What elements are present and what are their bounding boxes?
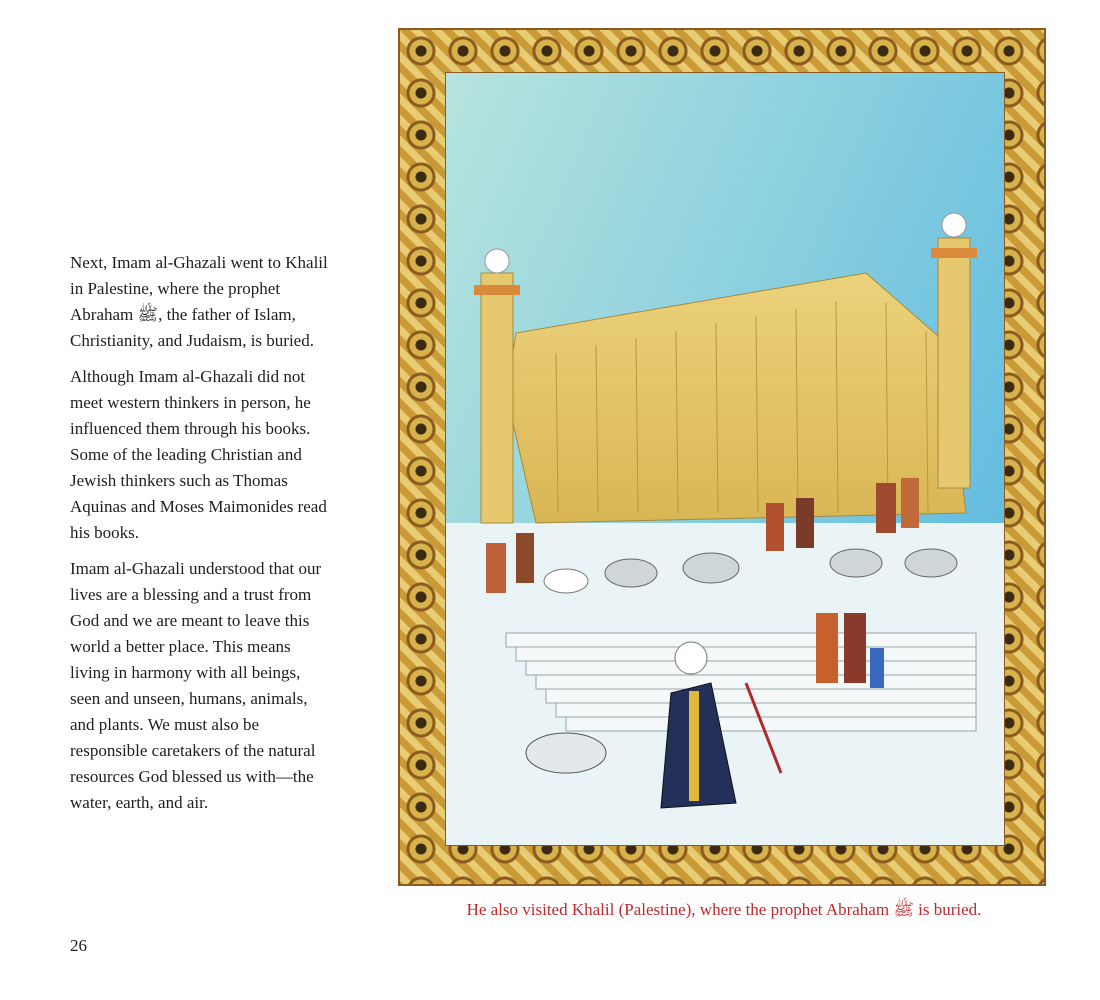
body-text [70, 250, 332, 826]
paragraph-3: Imam al-Ghazali understood that our lives are a blessing and a trust from God and we are meant to leave this world a better place. This means living in harmony with all beings, seen and unseen, humans, animals, and plants. We must also be responsible caretakers of the natural resources God blessed us with—the water, earth, and air. [70, 559, 322, 812]
illustration [445, 72, 1005, 846]
right-minaret [938, 238, 970, 488]
right-minaret-balcony [931, 248, 977, 258]
stone-stairs [506, 633, 976, 731]
paragraph-2: Although Imam al-Ghazali did not meet western thinkers in person, he influenced them through his books. Some of the leading Christian and Jewish thinkers such as Thomas Aquinas and Moses Maimonides read his books. [70, 367, 327, 542]
left-minaret-dome [485, 249, 509, 273]
left-minaret [481, 273, 513, 523]
left-minaret-balcony [474, 285, 520, 295]
illustration-caption: He also visited Khalil (Palestine), where the prophet Abraham ﷺ is buried. [466, 900, 982, 919]
page-number: 26 [70, 936, 87, 955]
mosque-scene-image [446, 73, 1004, 845]
paragraph-1: Next, Imam al-Ghazali went to Khalil in Palestine, where the prophet Abraham ﷺ, the father of Islam, Christianity, and Judaism, is buried. [70, 253, 328, 350]
right-minaret-dome [942, 213, 966, 237]
